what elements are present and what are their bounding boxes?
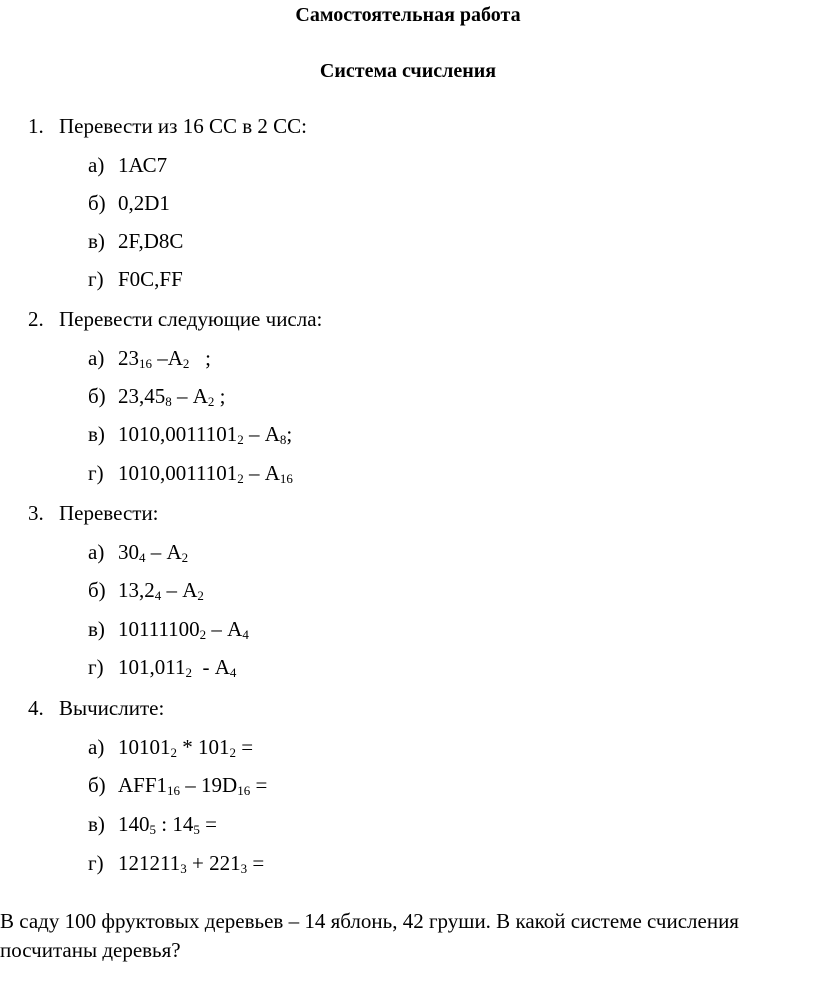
question-text: Перевести: <box>59 501 159 525</box>
item-label: г) <box>88 461 104 485</box>
item-label: в) <box>88 229 105 253</box>
item-expression: $140_5$ : $14_5$ = <box>118 812 217 837</box>
question-text: Вычислите: <box>59 696 165 720</box>
question-text: Перевести следующие числа: <box>59 307 323 331</box>
item-expression: $10111100_2 - А_4$ <box>118 617 249 642</box>
question-text: Перевести из 16 СС в 2 СС: <box>59 114 307 138</box>
item-expression: $1010,0011101_2 - А_{16}$ <box>118 461 293 486</box>
task-text-line-2: посчитаны деревья? <box>0 938 181 962</box>
question-number: 4. <box>28 696 44 720</box>
document-subtitle: Система счисления <box>319 60 497 82</box>
item-expression: $101,011_2 - А_4$ <box>118 655 237 680</box>
item-expression: $30_4 - А_2$ <box>118 540 189 565</box>
item-expression: $1010,0011101_2 - А_8$; <box>118 422 293 447</box>
document-title: Самостоятельная работа <box>295 4 521 26</box>
question-number: 3. <box>28 501 44 525</box>
item-expression: $AFF1_{16} - 19D_{16}$ = <box>118 773 268 798</box>
item-expression: $23,45_8 - А_2$ ; <box>118 384 226 409</box>
item-expression: $13,2_4 - А_2$ <box>118 578 204 603</box>
item-label: в) <box>88 422 105 446</box>
item-text: 0,2D1 <box>118 191 170 215</box>
item-label: в) <box>88 617 105 641</box>
item-label: б) <box>88 773 106 797</box>
item-expression: $10101_2 * 101_2$ = <box>118 735 254 760</box>
item-label: г) <box>88 655 104 679</box>
item-label: г) <box>88 267 104 291</box>
item-label: в) <box>88 812 105 836</box>
question-number: 1. <box>28 114 44 138</box>
item-label: а) <box>88 540 105 564</box>
question-number: 2. <box>28 307 44 331</box>
task-text-line-1: В саду 100 фруктовых деревьев – 14 яблонь, 42 груши. В какой системе счисления <box>0 909 739 933</box>
item-label: а) <box>88 735 105 759</box>
item-text: 2F,D8C <box>118 229 184 253</box>
item-expression: $121211_3 + 221_3$ = <box>118 851 265 876</box>
item-expression: $23_{16}$ $-А_2$ ; <box>118 346 212 371</box>
item-label: г) <box>88 851 104 875</box>
item-label: а) <box>88 153 105 177</box>
item-label: б) <box>88 384 106 408</box>
item-text: F0C,FF <box>118 267 183 291</box>
item-label: б) <box>88 578 106 602</box>
item-text: 1АС7 <box>118 153 168 177</box>
item-label: б) <box>88 191 106 215</box>
item-label: а) <box>88 346 105 370</box>
